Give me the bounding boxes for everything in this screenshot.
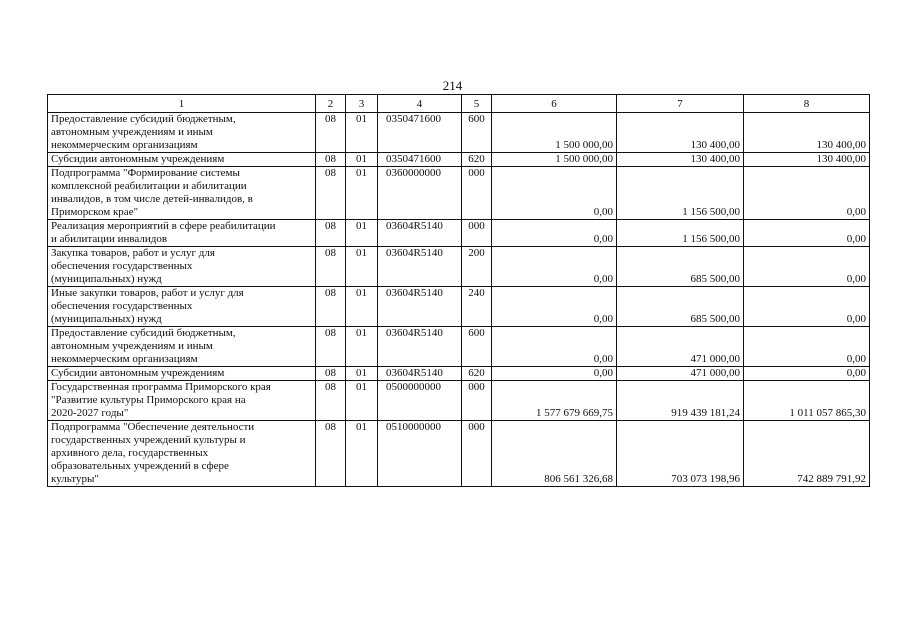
amount-col6-cell: 0,00	[492, 220, 617, 247]
amount-col7-cell: 471 000,00	[617, 327, 744, 367]
expense-type-cell: 200	[462, 247, 492, 287]
column-header: 7	[617, 95, 744, 113]
expense-type-cell: 000	[462, 167, 492, 220]
amount-col6-cell: 806 561 326,68	[492, 421, 617, 487]
table-header-row	[48, 95, 870, 113]
section-code-cell: 08	[316, 113, 346, 153]
expense-type-cell: 600	[462, 327, 492, 367]
column-header: 2	[316, 95, 346, 113]
subsection-code-cell: 01	[346, 367, 378, 381]
row-name-cell: Реализация мероприятий в сфере реабилитации и абилитации инвалидов	[48, 220, 316, 247]
column-header: 3	[346, 95, 378, 113]
amount-col7-cell: 685 500,00	[617, 247, 744, 287]
row-name-cell: Закупка товаров, работ и услуг для обеспечения государственных (муниципальных) нужд	[48, 247, 316, 287]
section-code-cell: 08	[316, 220, 346, 247]
expense-type-cell: 000	[462, 220, 492, 247]
row-name-cell: Предоставление субсидий бюджетным, автономным учреждениям и иным некоммерческим организациям	[48, 113, 316, 153]
amount-col7-cell: 685 500,00	[617, 287, 744, 327]
amount-col8-cell: 1 011 057 865,30	[744, 381, 870, 421]
subsection-code-cell: 01	[346, 220, 378, 247]
column-header: 5	[462, 95, 492, 113]
subsection-code-cell: 01	[346, 421, 378, 487]
amount-col7-cell: 919 439 181,24	[617, 381, 744, 421]
table-row	[48, 113, 870, 153]
amount-col6-cell: 0,00	[492, 367, 617, 381]
row-name-cell: Подпрограмма "Формирование системы комплексной реабилитации и абилитации инвалидов, в том числе детей-инвалидов, в Приморском крае"	[48, 167, 316, 220]
row-name-cell: Государственная программа Приморского края "Развитие культуры Приморского края на 2020-2027 годы"	[48, 381, 316, 421]
section-code-cell: 08	[316, 153, 346, 167]
row-name-cell: Субсидии автономным учреждениям	[48, 367, 316, 381]
amount-col6-cell: 0,00	[492, 287, 617, 327]
subsection-code-cell: 01	[346, 381, 378, 421]
amount-col7-cell: 130 400,00	[617, 153, 744, 167]
column-header: 4	[378, 95, 462, 113]
expense-type-cell: 600	[462, 113, 492, 153]
amount-col7-cell: 1 156 500,00	[617, 220, 744, 247]
subsection-code-cell: 01	[346, 167, 378, 220]
subsection-code-cell: 01	[346, 327, 378, 367]
subsection-code-cell: 01	[346, 113, 378, 153]
column-header: 1	[48, 95, 316, 113]
section-code-cell: 08	[316, 287, 346, 327]
subsection-code-cell: 01	[346, 153, 378, 167]
table-row	[48, 287, 870, 327]
column-header: 8	[744, 95, 870, 113]
table-row	[48, 367, 870, 381]
row-name-cell: Субсидии автономным учреждениям	[48, 153, 316, 167]
section-code-cell: 08	[316, 167, 346, 220]
expense-type-cell: 000	[462, 381, 492, 421]
target-code-cell: 0360000000	[378, 167, 462, 220]
amount-col8-cell: 742 889 791,92	[744, 421, 870, 487]
expense-type-cell: 620	[462, 153, 492, 167]
target-code-cell: 03604R5140	[378, 287, 462, 327]
section-code-cell: 08	[316, 421, 346, 487]
section-code-cell: 08	[316, 327, 346, 367]
table-row	[48, 381, 870, 421]
column-header: 6	[492, 95, 617, 113]
row-name-cell: Подпрограмма "Обеспечение деятельности государственных учреждений культуры и архивного дела, государственных образовательных учреждений в сфере культуры"	[48, 421, 316, 487]
target-code-cell: 03604R5140	[378, 367, 462, 381]
target-code-cell: 03604R5140	[378, 220, 462, 247]
target-code-cell: 0350471600	[378, 153, 462, 167]
amount-col8-cell: 0,00	[744, 167, 870, 220]
amount-col8-cell: 0,00	[744, 287, 870, 327]
target-code-cell: 03604R5140	[378, 247, 462, 287]
amount-col6-cell: 1 500 000,00	[492, 153, 617, 167]
table-row	[48, 421, 870, 487]
expense-type-cell: 240	[462, 287, 492, 327]
table-row	[48, 153, 870, 167]
row-name-cell: Иные закупки товаров, работ и услуг для обеспечения государственных (муниципальных) нужд	[48, 287, 316, 327]
amount-col8-cell: 130 400,00	[744, 153, 870, 167]
amount-col8-cell: 0,00	[744, 247, 870, 287]
amount-col8-cell: 130 400,00	[744, 113, 870, 153]
amount-col6-cell: 1 500 000,00	[492, 113, 617, 153]
amount-col8-cell: 0,00	[744, 327, 870, 367]
amount-col6-cell: 0,00	[492, 327, 617, 367]
table-row	[48, 167, 870, 220]
section-code-cell: 08	[316, 367, 346, 381]
amount-col8-cell: 0,00	[744, 220, 870, 247]
amount-col8-cell: 0,00	[744, 367, 870, 381]
budget-table	[47, 94, 870, 487]
section-code-cell: 08	[316, 247, 346, 287]
section-code-cell: 08	[316, 381, 346, 421]
target-code-cell: 0510000000	[378, 421, 462, 487]
target-code-cell: 03604R5140	[378, 327, 462, 367]
amount-col6-cell: 0,00	[492, 247, 617, 287]
row-name-cell: Предоставление субсидий бюджетным, автономным учреждениям и иным некоммерческим организациям	[48, 327, 316, 367]
target-code-cell: 0350471600	[378, 113, 462, 153]
table-row	[48, 220, 870, 247]
amount-col7-cell: 471 000,00	[617, 367, 744, 381]
subsection-code-cell: 01	[346, 247, 378, 287]
amount-col7-cell: 703 073 198,96	[617, 421, 744, 487]
amount-col7-cell: 130 400,00	[617, 113, 744, 153]
subsection-code-cell: 01	[346, 287, 378, 327]
table-row	[48, 327, 870, 367]
amount-col7-cell: 1 156 500,00	[617, 167, 744, 220]
table-row	[48, 247, 870, 287]
amount-col6-cell: 0,00	[492, 167, 617, 220]
page-number: 214	[442, 78, 463, 93]
target-code-cell: 0500000000	[378, 381, 462, 421]
expense-type-cell: 000	[462, 421, 492, 487]
expense-type-cell: 620	[462, 367, 492, 381]
amount-col6-cell: 1 577 679 669,75	[492, 381, 617, 421]
